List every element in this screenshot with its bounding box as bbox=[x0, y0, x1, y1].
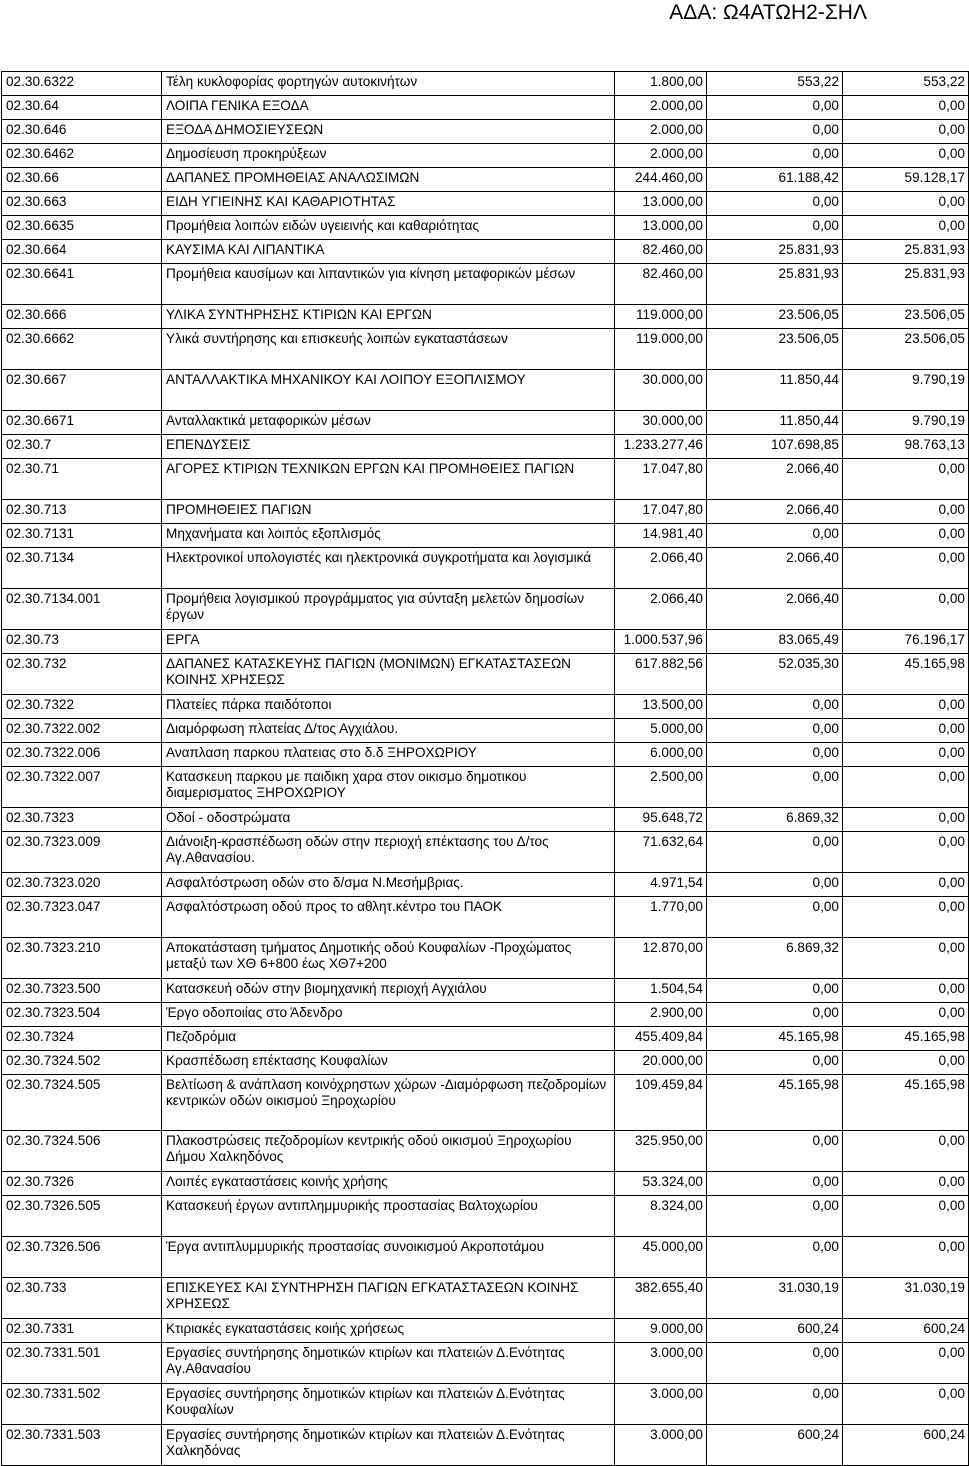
account-code-cell: 02.30.6641 bbox=[2, 264, 162, 305]
description-cell: ΚΑΥΣΙΜΑ ΚΑΙ ΛΙΠΑΝΤΙΚΑ bbox=[162, 240, 615, 264]
committed-amount-cell: 25.831,93 bbox=[707, 240, 843, 264]
description-cell: Ανταλλακτικά μεταφορικών μέσων bbox=[162, 411, 615, 435]
paid-amount-cell: 553,22 bbox=[843, 72, 969, 96]
paid-amount-cell: 0,00 bbox=[843, 589, 969, 630]
account-code-cell: 02.30.713 bbox=[2, 500, 162, 524]
committed-amount-cell: 0,00 bbox=[707, 1237, 843, 1278]
table-row bbox=[2, 1425, 969, 1466]
budget-table-body bbox=[2, 72, 969, 1466]
account-code-cell: 02.30.732 bbox=[2, 654, 162, 695]
description-cell: Προμήθεια λογισμικού προγράμματος για σύνταξη μελετών δημοσίων έργων bbox=[162, 589, 615, 630]
table-row bbox=[2, 873, 969, 897]
table-row bbox=[2, 144, 969, 168]
description-cell: ΠΡΟΜΗΘΕΙΕΣ ΠΑΓΙΩΝ bbox=[162, 500, 615, 524]
committed-amount-cell: 11.850,44 bbox=[707, 411, 843, 435]
account-code-cell: 02.30.6462 bbox=[2, 144, 162, 168]
table-row bbox=[2, 1278, 969, 1319]
committed-amount-cell: 45.165,98 bbox=[707, 1027, 843, 1051]
table-row bbox=[2, 1237, 969, 1278]
table-row bbox=[2, 411, 969, 435]
description-cell: Αποκατάσταση τμήματος Δημοτικής οδού Κουφαλίων -Προχώματος μεταξύ των ΧΘ 6+800 έως ΧΘ7+200 bbox=[162, 938, 615, 979]
account-code-cell: 02.30.7323.500 bbox=[2, 979, 162, 1003]
budgeted-amount-cell: 119.000,00 bbox=[615, 305, 707, 329]
table-row bbox=[2, 1343, 969, 1384]
committed-amount-cell: 0,00 bbox=[707, 120, 843, 144]
committed-amount-cell: 0,00 bbox=[707, 719, 843, 743]
description-cell: ΕΠΙΣΚΕΥΕΣ ΚΑΙ ΣΥΝΤΗΡΗΣΗ ΠΑΓΙΩΝ ΕΓΚΑΤΑΣΤΑΣΕΩΝ ΚΟΙΝΗΣ ΧΡΗΣΕΩΣ bbox=[162, 1278, 615, 1319]
account-code-cell: 02.30.7 bbox=[2, 435, 162, 459]
description-cell: ΔΑΠΑΝΕΣ ΠΡΟΜΗΘΕΙΑΣ ΑΝΑΛΩΣΙΜΩΝ bbox=[162, 168, 615, 192]
committed-amount-cell: 0,00 bbox=[707, 832, 843, 873]
budgeted-amount-cell: 2.500,00 bbox=[615, 767, 707, 808]
committed-amount-cell: 0,00 bbox=[707, 1196, 843, 1237]
table-row bbox=[2, 524, 969, 548]
description-cell: Κρασπέδωση επέκτασης Κουφαλίων bbox=[162, 1051, 615, 1075]
committed-amount-cell: 600,24 bbox=[707, 1425, 843, 1466]
description-cell: ΑΝΤΑΛΛΑΚΤΙΚΑ ΜΗΧΑΝΙΚΟΥ ΚΑΙ ΛΟΙΠΟΥ ΕΞΟΠΛΙΣΜΟΥ bbox=[162, 370, 615, 411]
table-row bbox=[2, 897, 969, 938]
committed-amount-cell: 61.188,42 bbox=[707, 168, 843, 192]
description-cell: ΕΞΟΔΑ ΔΗΜΟΣΙΕΥΣΕΩΝ bbox=[162, 120, 615, 144]
budgeted-amount-cell: 5.000,00 bbox=[615, 719, 707, 743]
account-code-cell: 02.30.7331 bbox=[2, 1319, 162, 1343]
account-code-cell: 02.30.7323.047 bbox=[2, 897, 162, 938]
description-cell: ΛΟΙΠΑ ΓΕΝΙΚΑ ΕΞΟΔΑ bbox=[162, 96, 615, 120]
paid-amount-cell: 0,00 bbox=[843, 459, 969, 500]
table-row bbox=[2, 589, 969, 630]
account-code-cell: 02.30.7331.502 bbox=[2, 1384, 162, 1425]
description-cell: Κατασκευή οδών στην βιομηχανική περιοχή Αγχιάλου bbox=[162, 979, 615, 1003]
description-cell: ΕΠΕΝΔΥΣΕΙΣ bbox=[162, 435, 615, 459]
table-row bbox=[2, 1003, 969, 1027]
account-code-cell: 02.30.7331.501 bbox=[2, 1343, 162, 1384]
table-row bbox=[2, 808, 969, 832]
paid-amount-cell: 0,00 bbox=[843, 524, 969, 548]
description-cell: ΑΓΟΡΕΣ ΚΤΙΡΙΩΝ ΤΕΧΝΙΚΩΝ ΕΡΓΩΝ ΚΑΙ ΠΡΟΜΗΘΕΙΕΣ ΠΑΓΙΩΝ bbox=[162, 459, 615, 500]
table-row bbox=[2, 938, 969, 979]
paid-amount-cell: 0,00 bbox=[843, 767, 969, 808]
budgeted-amount-cell: 2.900,00 bbox=[615, 1003, 707, 1027]
committed-amount-cell: 107.698,85 bbox=[707, 435, 843, 459]
table-row bbox=[2, 168, 969, 192]
description-cell: Πεζοδρόμια bbox=[162, 1027, 615, 1051]
account-code-cell: 02.30.7324.506 bbox=[2, 1131, 162, 1172]
paid-amount-cell: 600,24 bbox=[843, 1425, 969, 1466]
paid-amount-cell: 98.763,13 bbox=[843, 435, 969, 459]
paid-amount-cell: 0,00 bbox=[843, 1384, 969, 1425]
description-cell: Αναπλαση παρκου πλατειας στο δ.δ ΞΗΡΟΧΩΡΙΟΥ bbox=[162, 743, 615, 767]
account-code-cell: 02.30.7323.009 bbox=[2, 832, 162, 873]
paid-amount-cell: 0,00 bbox=[843, 897, 969, 938]
budgeted-amount-cell: 13.000,00 bbox=[615, 216, 707, 240]
table-row bbox=[2, 1051, 969, 1075]
committed-amount-cell: 31.030,19 bbox=[707, 1278, 843, 1319]
committed-amount-cell: 553,22 bbox=[707, 72, 843, 96]
table-row bbox=[2, 1131, 969, 1172]
account-code-cell: 02.30.7322 bbox=[2, 695, 162, 719]
paid-amount-cell: 0,00 bbox=[843, 1172, 969, 1196]
paid-amount-cell: 76.196,17 bbox=[843, 630, 969, 654]
table-row bbox=[2, 832, 969, 873]
paid-amount-cell: 0,00 bbox=[843, 1051, 969, 1075]
budgeted-amount-cell: 2.000,00 bbox=[615, 144, 707, 168]
committed-amount-cell: 6.869,32 bbox=[707, 938, 843, 979]
table-row bbox=[2, 630, 969, 654]
account-code-cell: 02.30.733 bbox=[2, 1278, 162, 1319]
description-cell: Εργασίες συντήρησης δημοτικών κτιρίων και πλατειών Δ.Ενότητας Αγ.Αθανασίου bbox=[162, 1343, 615, 1384]
description-cell: ΕΙΔΗ ΥΓΙΕΙΝΗΣ ΚΑΙ ΚΑΘΑΡΙΟΤΗΤΑΣ bbox=[162, 192, 615, 216]
account-code-cell: 02.30.6635 bbox=[2, 216, 162, 240]
budgeted-amount-cell: 1.504,54 bbox=[615, 979, 707, 1003]
account-code-cell: 02.30.7326.505 bbox=[2, 1196, 162, 1237]
description-cell: Ασφαλτόστρωση οδών στο δ/σμα Ν.Μεσήμβριας. bbox=[162, 873, 615, 897]
account-code-cell: 02.30.71 bbox=[2, 459, 162, 500]
account-code-cell: 02.30.7326 bbox=[2, 1172, 162, 1196]
account-code-cell: 02.30.7322.002 bbox=[2, 719, 162, 743]
account-code-cell: 02.30.7323.504 bbox=[2, 1003, 162, 1027]
budgeted-amount-cell: 3.000,00 bbox=[615, 1343, 707, 1384]
budgeted-amount-cell: 53.324,00 bbox=[615, 1172, 707, 1196]
paid-amount-cell: 0,00 bbox=[843, 1237, 969, 1278]
committed-amount-cell: 2.066,40 bbox=[707, 459, 843, 500]
budgeted-amount-cell: 119.000,00 bbox=[615, 329, 707, 370]
paid-amount-cell: 25.831,93 bbox=[843, 264, 969, 305]
table-row bbox=[2, 1027, 969, 1051]
description-cell: ΥΛΙΚΑ ΣΥΝΤΗΡΗΣΗΣ ΚΤΙΡΙΩΝ ΚΑΙ ΕΡΓΩΝ bbox=[162, 305, 615, 329]
description-cell: Εργασίες συντήρησης δημοτικών κτιρίων και πλατειών Δ.Ενότητας Χαλκηδόνας bbox=[162, 1425, 615, 1466]
paid-amount-cell: 59.128,17 bbox=[843, 168, 969, 192]
description-cell: Διαμόρφωση πλατείας Δ/τος Αγχιάλου. bbox=[162, 719, 615, 743]
budgeted-amount-cell: 2.066,40 bbox=[615, 589, 707, 630]
budgeted-amount-cell: 4.971,54 bbox=[615, 873, 707, 897]
description-cell: Υλικά συντήρησης και επισκευής λοιπών εγκαταστάσεων bbox=[162, 329, 615, 370]
account-code-cell: 02.30.7323.020 bbox=[2, 873, 162, 897]
committed-amount-cell: 0,00 bbox=[707, 695, 843, 719]
paid-amount-cell: 0,00 bbox=[843, 808, 969, 832]
description-cell: Μηχανήματα και λοιπός εξοπλισμός bbox=[162, 524, 615, 548]
budgeted-amount-cell: 45.000,00 bbox=[615, 1237, 707, 1278]
account-code-cell: 02.30.7324.502 bbox=[2, 1051, 162, 1075]
budgeted-amount-cell: 3.000,00 bbox=[615, 1384, 707, 1425]
account-code-cell: 02.30.7323.210 bbox=[2, 938, 162, 979]
account-code-cell: 02.30.7324.505 bbox=[2, 1075, 162, 1131]
account-code-cell: 02.30.7324 bbox=[2, 1027, 162, 1051]
paid-amount-cell: 9.790,19 bbox=[843, 370, 969, 411]
budgeted-amount-cell: 9.000,00 bbox=[615, 1319, 707, 1343]
budgeted-amount-cell: 2.000,00 bbox=[615, 120, 707, 144]
paid-amount-cell: 0,00 bbox=[843, 1131, 969, 1172]
table-row bbox=[2, 767, 969, 808]
table-row bbox=[2, 120, 969, 144]
paid-amount-cell: 0,00 bbox=[843, 144, 969, 168]
table-row bbox=[2, 240, 969, 264]
paid-amount-cell: 0,00 bbox=[843, 719, 969, 743]
budgeted-amount-cell: 17.047,80 bbox=[615, 500, 707, 524]
description-cell: ΔΑΠΑΝΕΣ ΚΑΤΑΣΚΕΥΗΣ ΠΑΓΙΩΝ (ΜΟΝΙΜΩΝ) ΕΓΚΑΤΑΣΤΑΣΕΩΝ ΚΟΙΝΗΣ ΧΡΗΣΕΩΣ bbox=[162, 654, 615, 695]
budgeted-amount-cell: 109.459,84 bbox=[615, 1075, 707, 1131]
paid-amount-cell: 23.506,05 bbox=[843, 329, 969, 370]
committed-amount-cell: 600,24 bbox=[707, 1319, 843, 1343]
table-row bbox=[2, 329, 969, 370]
committed-amount-cell: 0,00 bbox=[707, 1172, 843, 1196]
paid-amount-cell: 0,00 bbox=[843, 1343, 969, 1384]
budget-table bbox=[1, 71, 969, 1466]
table-row bbox=[2, 305, 969, 329]
budgeted-amount-cell: 382.655,40 bbox=[615, 1278, 707, 1319]
paid-amount-cell: 23.506,05 bbox=[843, 305, 969, 329]
paid-amount-cell: 25.831,93 bbox=[843, 240, 969, 264]
description-cell: Προμήθεια καυσίμων και λιπαντικών για κίνηση μεταφορικών μέσων bbox=[162, 264, 615, 305]
committed-amount-cell: 0,00 bbox=[707, 192, 843, 216]
description-cell: Έργα αντιπλυμμυρικής προστασίας συνοικισμού Ακροποτάμου bbox=[162, 1237, 615, 1278]
table-row bbox=[2, 979, 969, 1003]
account-code-cell: 02.30.664 bbox=[2, 240, 162, 264]
table-row bbox=[2, 1172, 969, 1196]
budgeted-amount-cell: 13.500,00 bbox=[615, 695, 707, 719]
budgeted-amount-cell: 95.648,72 bbox=[615, 808, 707, 832]
description-cell: Τέλη κυκλοφορίας φορτηγών αυτοκινήτων bbox=[162, 72, 615, 96]
budgeted-amount-cell: 82.460,00 bbox=[615, 264, 707, 305]
paid-amount-cell: 600,24 bbox=[843, 1319, 969, 1343]
account-code-cell: 02.30.66 bbox=[2, 168, 162, 192]
budgeted-amount-cell: 17.047,80 bbox=[615, 459, 707, 500]
table-row bbox=[2, 459, 969, 500]
budgeted-amount-cell: 1.800,00 bbox=[615, 72, 707, 96]
table-row bbox=[2, 654, 969, 695]
paid-amount-cell: 0,00 bbox=[843, 548, 969, 589]
table-row bbox=[2, 500, 969, 524]
budgeted-amount-cell: 325.950,00 bbox=[615, 1131, 707, 1172]
table-row bbox=[2, 1075, 969, 1131]
paid-amount-cell: 0,00 bbox=[843, 695, 969, 719]
table-row bbox=[2, 1384, 969, 1425]
paid-amount-cell: 0,00 bbox=[843, 938, 969, 979]
committed-amount-cell: 0,00 bbox=[707, 897, 843, 938]
budgeted-amount-cell: 617.882,56 bbox=[615, 654, 707, 695]
account-code-cell: 02.30.7326.506 bbox=[2, 1237, 162, 1278]
budgeted-amount-cell: 8.324,00 bbox=[615, 1196, 707, 1237]
committed-amount-cell: 0,00 bbox=[707, 216, 843, 240]
account-code-cell: 02.30.6671 bbox=[2, 411, 162, 435]
account-code-cell: 02.30.73 bbox=[2, 630, 162, 654]
committed-amount-cell: 52.035,30 bbox=[707, 654, 843, 695]
account-code-cell: 02.30.663 bbox=[2, 192, 162, 216]
paid-amount-cell: 0,00 bbox=[843, 96, 969, 120]
paid-amount-cell: 45.165,98 bbox=[843, 1075, 969, 1131]
committed-amount-cell: 6.869,32 bbox=[707, 808, 843, 832]
account-code-cell: 02.30.7134 bbox=[2, 548, 162, 589]
description-cell: Κτιριακές εγκαταστάσεις κοιής χρήσεως bbox=[162, 1319, 615, 1343]
committed-amount-cell: 0,00 bbox=[707, 524, 843, 548]
budgeted-amount-cell: 30.000,00 bbox=[615, 411, 707, 435]
budgeted-amount-cell: 3.000,00 bbox=[615, 1425, 707, 1466]
table-row bbox=[2, 719, 969, 743]
budgeted-amount-cell: 2.000,00 bbox=[615, 96, 707, 120]
table-row bbox=[2, 370, 969, 411]
account-code-cell: 02.30.64 bbox=[2, 96, 162, 120]
description-cell: Πλατείες πάρκα παιδότοποι bbox=[162, 695, 615, 719]
committed-amount-cell: 0,00 bbox=[707, 979, 843, 1003]
table-row bbox=[2, 743, 969, 767]
committed-amount-cell: 0,00 bbox=[707, 1343, 843, 1384]
committed-amount-cell: 45.165,98 bbox=[707, 1075, 843, 1131]
committed-amount-cell: 0,00 bbox=[707, 144, 843, 168]
budgeted-amount-cell: 1.770,00 bbox=[615, 897, 707, 938]
account-code-cell: 02.30.6662 bbox=[2, 329, 162, 370]
table-row bbox=[2, 1196, 969, 1237]
table-row bbox=[2, 72, 969, 96]
paid-amount-cell: 0,00 bbox=[843, 1003, 969, 1027]
account-code-cell: 02.30.7134.001 bbox=[2, 589, 162, 630]
table-row bbox=[2, 1319, 969, 1343]
table-row bbox=[2, 435, 969, 459]
table-row bbox=[2, 548, 969, 589]
committed-amount-cell: 0,00 bbox=[707, 743, 843, 767]
account-code-cell: 02.30.7323 bbox=[2, 808, 162, 832]
budgeted-amount-cell: 455.409,84 bbox=[615, 1027, 707, 1051]
account-code-cell: 02.30.667 bbox=[2, 370, 162, 411]
budgeted-amount-cell: 14.981,40 bbox=[615, 524, 707, 548]
description-cell: Λοιπές εγκαταστάσεις κοινής χρήσης bbox=[162, 1172, 615, 1196]
budgeted-amount-cell: 1.000.537,96 bbox=[615, 630, 707, 654]
committed-amount-cell: 23.506,05 bbox=[707, 329, 843, 370]
account-code-cell: 02.30.7131 bbox=[2, 524, 162, 548]
ada-header: ΑΔΑ: Ω4ΑΤΩΗ2-ΣΗΛ bbox=[669, 1, 867, 24]
paid-amount-cell: 45.165,98 bbox=[843, 654, 969, 695]
budgeted-amount-cell: 71.632,64 bbox=[615, 832, 707, 873]
paid-amount-cell: 31.030,19 bbox=[843, 1278, 969, 1319]
description-cell: Διάνοιξη-κρασπέδωση οδών στην περιοχή επέκτασης του Δ/τος Αγ.Αθανασίου. bbox=[162, 832, 615, 873]
description-cell: Δημοσίευση προκηρύξεων bbox=[162, 144, 615, 168]
description-cell: Ασφαλτόστρωση οδού προς το αθλητ.κέντρο του ΠΑΟΚ bbox=[162, 897, 615, 938]
budgeted-amount-cell: 13.000,00 bbox=[615, 192, 707, 216]
paid-amount-cell: 0,00 bbox=[843, 979, 969, 1003]
budgeted-amount-cell: 20.000,00 bbox=[615, 1051, 707, 1075]
paid-amount-cell: 0,00 bbox=[843, 832, 969, 873]
paid-amount-cell: 0,00 bbox=[843, 216, 969, 240]
committed-amount-cell: 2.066,40 bbox=[707, 589, 843, 630]
table-row bbox=[2, 695, 969, 719]
account-code-cell: 02.30.646 bbox=[2, 120, 162, 144]
committed-amount-cell: 83.065,49 bbox=[707, 630, 843, 654]
account-code-cell: 02.30.7322.006 bbox=[2, 743, 162, 767]
description-cell: Κατασκευη παρκου με παιδικη χαρα στον οικισμο δημοτικου διαμερισματος ΞΗΡΟΧΩΡΙΟΥ bbox=[162, 767, 615, 808]
committed-amount-cell: 25.831,93 bbox=[707, 264, 843, 305]
paid-amount-cell: 0,00 bbox=[843, 192, 969, 216]
paid-amount-cell: 0,00 bbox=[843, 743, 969, 767]
budgeted-amount-cell: 12.870,00 bbox=[615, 938, 707, 979]
paid-amount-cell: 0,00 bbox=[843, 120, 969, 144]
account-code-cell: 02.30.666 bbox=[2, 305, 162, 329]
table-row bbox=[2, 96, 969, 120]
committed-amount-cell: 11.850,44 bbox=[707, 370, 843, 411]
committed-amount-cell: 0,00 bbox=[707, 1131, 843, 1172]
description-cell: Έργο οδοποιίας στο Άδενδρο bbox=[162, 1003, 615, 1027]
paid-amount-cell: 0,00 bbox=[843, 873, 969, 897]
description-cell: Κατασκευή έργων αντιπλημμυρικής προστασίας Βαλτοχωρίου bbox=[162, 1196, 615, 1237]
description-cell: Προμήθεια λοιπών ειδών υγειεινής και καθαριότητας bbox=[162, 216, 615, 240]
paid-amount-cell: 9.790,19 bbox=[843, 411, 969, 435]
paid-amount-cell: 0,00 bbox=[843, 500, 969, 524]
description-cell: ΕΡΓΑ bbox=[162, 630, 615, 654]
committed-amount-cell: 0,00 bbox=[707, 96, 843, 120]
budgeted-amount-cell: 82.460,00 bbox=[615, 240, 707, 264]
budgeted-amount-cell: 244.460,00 bbox=[615, 168, 707, 192]
committed-amount-cell: 2.066,40 bbox=[707, 548, 843, 589]
committed-amount-cell: 23.506,05 bbox=[707, 305, 843, 329]
committed-amount-cell: 0,00 bbox=[707, 767, 843, 808]
description-cell: Πλακοστρώσεις πεζοδρομίων κεντρικής οδού οικισμού Ξηροχωρίου Δήμου Χαλκηδόνος bbox=[162, 1131, 615, 1172]
paid-amount-cell: 45.165,98 bbox=[843, 1027, 969, 1051]
account-code-cell: 02.30.6322 bbox=[2, 72, 162, 96]
budgeted-amount-cell: 6.000,00 bbox=[615, 743, 707, 767]
description-cell: Βελτίωση & ανάπλαση κοινόχρηστων χώρων -Διαμόρφωση πεζοδρομίων κεντρικών οδών οικισμού Ξηροχωρίου bbox=[162, 1075, 615, 1131]
committed-amount-cell: 0,00 bbox=[707, 1003, 843, 1027]
table-row bbox=[2, 216, 969, 240]
table-row bbox=[2, 192, 969, 216]
paid-amount-cell: 0,00 bbox=[843, 1196, 969, 1237]
budgeted-amount-cell: 1.233.277,46 bbox=[615, 435, 707, 459]
account-code-cell: 02.30.7322.007 bbox=[2, 767, 162, 808]
description-cell: Εργασίες συντήρησης δημοτικών κτιρίων και πλατειών Δ.Ενότητας Κουφαλίων bbox=[162, 1384, 615, 1425]
description-cell: Ηλεκτρονικοί υπολογιστές και ηλεκτρονικά συγκροτήματα και λογισμικά bbox=[162, 548, 615, 589]
description-cell: Οδοί - οδοστρώματα bbox=[162, 808, 615, 832]
table-row bbox=[2, 264, 969, 305]
committed-amount-cell: 0,00 bbox=[707, 1384, 843, 1425]
budgeted-amount-cell: 2.066,40 bbox=[615, 548, 707, 589]
account-code-cell: 02.30.7331.503 bbox=[2, 1425, 162, 1466]
committed-amount-cell: 2.066,40 bbox=[707, 500, 843, 524]
committed-amount-cell: 0,00 bbox=[707, 873, 843, 897]
budgeted-amount-cell: 30.000,00 bbox=[615, 370, 707, 411]
committed-amount-cell: 0,00 bbox=[707, 1051, 843, 1075]
